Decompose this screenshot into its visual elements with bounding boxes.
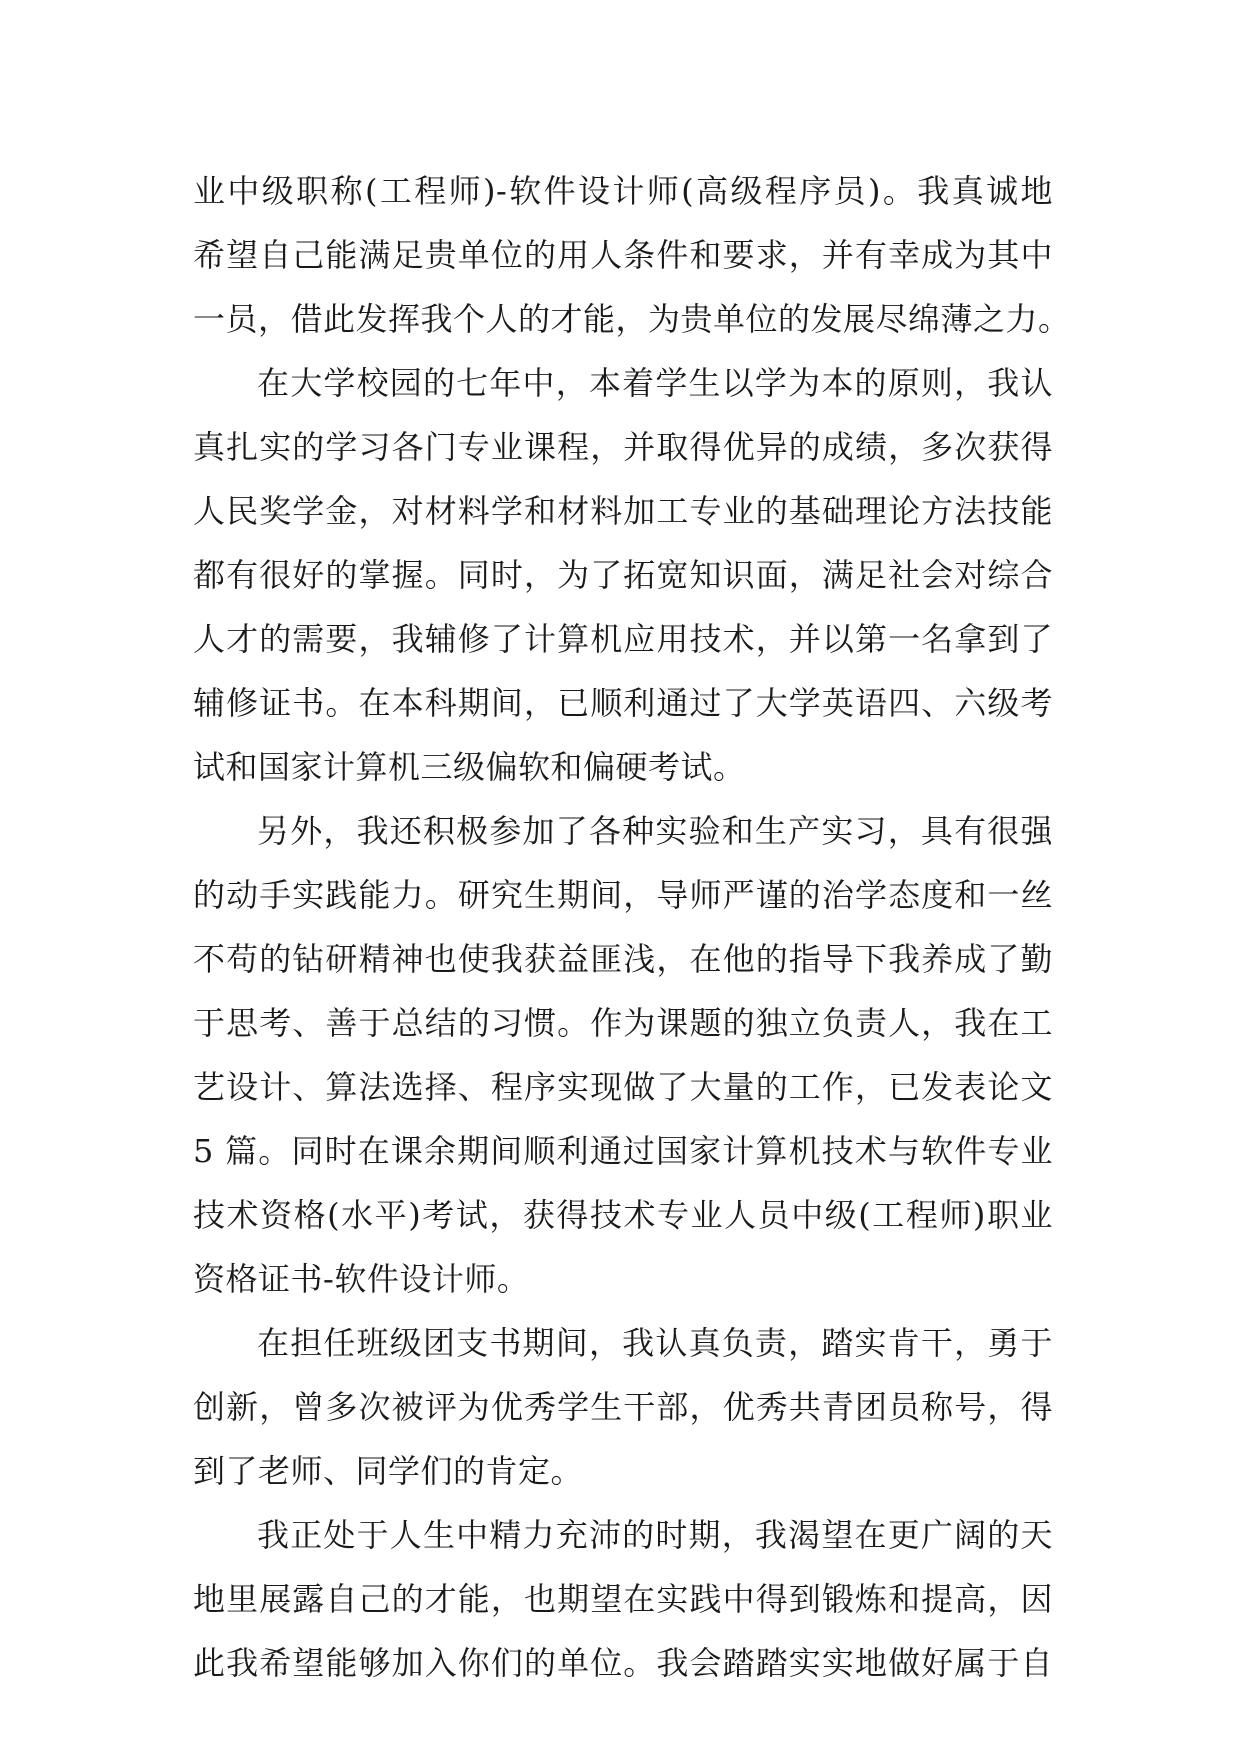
- text-line: 到了老师、同学们的肯定。: [193, 1452, 584, 1490]
- document-body: [193, 159, 1071, 1695]
- text-line: 艺设计、算法选择、程序实现做了大量的工作，已发表论文: [193, 1068, 1053, 1106]
- text-line: 的动手实践能力。研究生期间，导师严谨的治学态度和一丝: [193, 876, 1053, 914]
- text-line: 资格证书-软件设计师。: [193, 1260, 530, 1298]
- text-line: 希望自己能满足贵单位的用人条件和要求，并有幸成为其中: [193, 236, 1053, 274]
- paragraph-2: [193, 351, 1053, 799]
- paragraph-5: [193, 1503, 1053, 1695]
- text-line: 在担任班级团支书期间，我认真负责，踏实肯干，勇于: [257, 1324, 1053, 1362]
- text-line: 我正处于人生中精力充沛的时期，我渴望在更广阔的天: [257, 1516, 1053, 1554]
- text-line: 都有很好的掌握。同时，为了拓宽知识面，满足社会对综合: [193, 556, 1053, 594]
- paragraph-3: [193, 799, 1053, 1311]
- text-line: 创新，曾多次被评为优秀学生干部，优秀共青团员称号，得: [193, 1388, 1053, 1426]
- text-line: 辅修证书。在本科期间，已顺利通过了大学英语四、六级考: [193, 684, 1053, 722]
- text-line: 试和国家计算机三级偏软和偏硬考试。: [193, 748, 746, 786]
- text-line: 人才的需要，我辅修了计算机应用技术，并以第一名拿到了: [193, 620, 1053, 658]
- text-line: 真扎实的学习各门专业课程，并取得优异的成绩，多次获得: [193, 428, 1053, 466]
- text-line: 另外，我还积极参加了各种实验和生产实习，具有很强: [257, 812, 1053, 850]
- text-line: 地里展露自己的才能，也期望在实践中得到锻炼和提高，因: [193, 1580, 1053, 1618]
- text-line: 于思考、善于总结的习惯。作为课题的独立负责人，我在工: [193, 1004, 1053, 1042]
- text-line: 人民奖学金，对材料学和材料加工专业的基础理论方法技能: [193, 492, 1053, 530]
- text-line: 此我希望能够加入你们的单位。我会踏踏实实地做好属于自: [193, 1644, 1053, 1682]
- text-line: 技术资格(水平)考试，获得技术专业人员中级(工程师)职业: [193, 1196, 1053, 1234]
- text-line: 业中级职称(工程师)-软件设计师(高级程序员)。我真诚地: [193, 172, 1053, 210]
- paragraph-1: [193, 159, 1071, 351]
- text-line: 在大学校园的七年中，本着学生以学为本的原则，我认: [257, 364, 1053, 402]
- text-line: 一员，借此发挥我个人的才能，为贵单位的发展尽绵薄之力。: [193, 300, 1071, 338]
- text-line: 5 篇。同时在课余期间顺利通过国家计算机技术与软件专业: [193, 1132, 1053, 1170]
- text-line: 不苟的钻研精神也使我获益匪浅，在他的指导下我养成了勤: [193, 940, 1053, 978]
- paragraph-4: [193, 1311, 1053, 1503]
